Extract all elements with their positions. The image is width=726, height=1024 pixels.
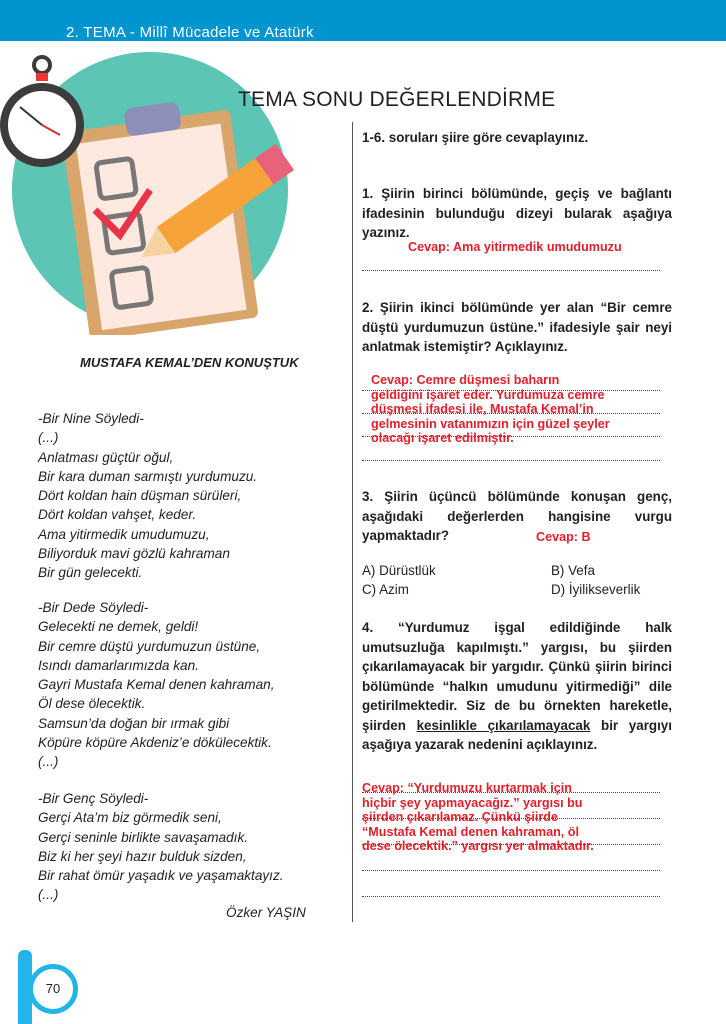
poem-title: MUSTAFA KEMAL’DEN KONUŞTUK bbox=[80, 355, 299, 370]
poem-author: Özker YAŞIN bbox=[226, 905, 306, 920]
page-title: TEMA SONU DEĞERLENDİRME bbox=[238, 88, 556, 111]
poem-line: Gelecekti ne demek, geldi! bbox=[38, 619, 199, 635]
option-c: C) Azim bbox=[362, 582, 409, 597]
poem-line: Samsun’da doğan bir ırmak gibi bbox=[38, 715, 230, 731]
poem-line: Anlatması güçtür oğul, bbox=[38, 449, 174, 465]
poem-line: Gayri Mustafa Kemal denen kahraman, bbox=[38, 677, 275, 693]
question-2: 2. Şiirin ikinci bölümünde yer alan “Bir cemre düştü yurdumuzun üstüne.” ifadesiyle şair neyi anlatmak istemiştir? Açıklayınız. bbox=[362, 300, 672, 354]
answer-line bbox=[362, 896, 660, 897]
poem-stanza-2 bbox=[38, 598, 338, 772]
poem-line: Isındı damarlarımızda kan. bbox=[38, 657, 199, 673]
poem-stanza-3 bbox=[38, 789, 338, 905]
answer-3: Cevap: B bbox=[536, 530, 591, 544]
option-b: B) Vefa bbox=[551, 563, 595, 578]
question-4-emphasis: kesinlikle çıkarılamayacak bbox=[416, 717, 591, 733]
question-3: 3. Şiirin üçüncü bölümünde konuşan genç, aşağıdaki değerlerden hangisine vurgu yapmaktadır? bbox=[362, 489, 672, 543]
theme-header: 2. TEMA - Millî Mücadele ve Atatürk bbox=[60, 24, 320, 41]
poem-line: -Bir Nine Söyledi- bbox=[38, 411, 144, 426]
answer-line bbox=[362, 270, 660, 271]
poem-line: Bir cemre düştü yurdumuzun üstüne, bbox=[38, 638, 261, 654]
poem-line: (...) bbox=[38, 754, 59, 770]
option-d: D) İyilikseverlik bbox=[551, 582, 641, 597]
poem-line: Köpüre köpüre Akdeniz’e dökülecektik. bbox=[38, 735, 272, 751]
option-a: A) Dürüstlük bbox=[362, 563, 436, 578]
poem-line: -Bir Genç Söyledi- bbox=[38, 791, 149, 806]
answer-line bbox=[362, 460, 660, 461]
answer-line bbox=[362, 870, 660, 871]
question-1: 1. Şiirin birinci bölümünde, geçiş ve bağlantı ifadesinin bulunduğu dizeyi bularak aşağıya yazınız. bbox=[362, 186, 672, 240]
answer-1: Cevap: Ama yitirmedik umudumuzu bbox=[408, 240, 622, 254]
poem-line: Gerçi seninle birlikte savaşamadık. bbox=[38, 829, 249, 845]
poem-line: Gerçi Ata’m biz görmedik seni, bbox=[38, 810, 222, 826]
page-number: 70 bbox=[28, 964, 78, 1014]
poem-line: Dört koldan vahşet, keder. bbox=[38, 507, 197, 523]
poem-stanza-1 bbox=[38, 409, 338, 583]
question-4-text: bir yargıyı aşağıya yazarak nedenini açıklayınız. bbox=[362, 717, 672, 752]
poem-line: Biliyorduk mavi gözlü kahraman bbox=[38, 546, 230, 562]
poem-line: Ama yitirmedik umudumuzu, bbox=[38, 526, 210, 542]
question-4-text: 4. “Yurdumuz işgal edildiğinde halk umutsuzluğa kapılmıştı.” yargısı, bu şiirden çıkarılamayacak bir yargıdır. Çünkü şiirin birinci bölümünde “halkın umudunu yitirmediği” dile getirilmektedir. Siz de bu örnekten hareketle, şiirden bbox=[362, 620, 672, 733]
poem-line: Bir rahat ömür yaşadık ve yaşamaktayız. bbox=[38, 868, 284, 884]
poem-line: Dört koldan hain düşman sürüleri, bbox=[38, 488, 242, 504]
poem-line: Biz ki her şeyi hazır bulduk sizden, bbox=[38, 848, 247, 864]
poem-line: Bir gün gelecekti. bbox=[38, 565, 143, 581]
question-4 bbox=[362, 618, 672, 755]
answer-2: Cevap: Cemre düşmesi baharın geldiğini işaret eder. Yurdumuza cemre düşmesi ifadesi ile, Mustafa Kemal’in gelmesinin vatanımızın için güzel şeyler olacağı işaret edilmiştir. bbox=[371, 373, 610, 445]
poem-line: (...) bbox=[38, 430, 59, 446]
poem-line: Öl dese ölecektik. bbox=[38, 696, 146, 712]
poem-line: Bir kara duman sarmıştı yurdumuzu. bbox=[38, 468, 258, 484]
poem-line: -Bir Dede Söyledi- bbox=[38, 600, 149, 615]
poem-line: (...) bbox=[38, 887, 59, 903]
column-divider bbox=[352, 122, 353, 922]
answer-4: Cevap: “Yurdumuzu kurtarmak için hiçbir şey yapmayacağız.” yargısı bu şiirden çıkarılamaz. Çünkü şiirde “Mustafa Kemal denen kahraman, öl dese ölecektik.” yargısı yer almaktadır. bbox=[362, 781, 594, 853]
instructions: 1-6. soruları şiire göre cevaplayınız. bbox=[362, 130, 589, 145]
